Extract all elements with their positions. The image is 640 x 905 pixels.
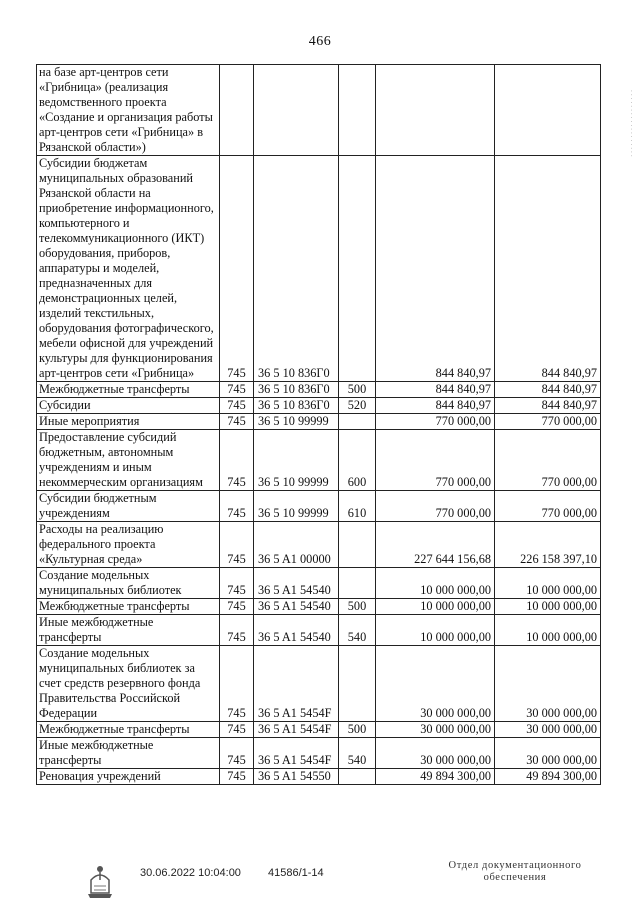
cell-name: Межбюджетные трансферты: [37, 722, 220, 738]
table-row: [37, 398, 601, 414]
cell-sum-2023: 770 000,00: [376, 430, 495, 491]
cell-kcsr: 36 5 A1 54550: [254, 769, 339, 785]
cell-sum-2023: 10 000 000,00: [376, 615, 495, 646]
cell-kcsr: 36 5 A1 5454F: [254, 722, 339, 738]
scan-margin-marks: · · · · · · · · · · · · · · · · · ·: [627, 90, 634, 157]
cell-ved: 745: [220, 491, 254, 522]
cell-sum-2024: 844 840,97: [495, 156, 601, 382]
cell-name: на базе арт-центров сети «Грибница» (реализация ведомственного проекта «Создание и организация работы арт-центров сети «Грибница» в Рязанской области»): [37, 65, 220, 156]
page-number: 466: [308, 34, 332, 49]
cell-sum-2023: 49 894 300,00: [376, 769, 495, 785]
footer-department-line2: обеспечения: [483, 872, 547, 883]
cell-name: Реновация учреждений: [37, 769, 220, 785]
cell-kvr: 500: [339, 599, 376, 615]
cell-kcsr: 36 5 10 99999: [254, 414, 339, 430]
cell-sum-2024: 49 894 300,00: [495, 769, 601, 785]
cell-ved: 745: [220, 599, 254, 615]
cell-sum-2024: 30 000 000,00: [495, 646, 601, 722]
cell-sum-2023: 10 000 000,00: [376, 599, 495, 615]
table-row: [37, 430, 601, 491]
cell-kcsr: 36 5 A1 00000: [254, 522, 339, 568]
cell-kcsr: 36 5 A1 5454F: [254, 646, 339, 722]
cell-kvr: 600: [339, 430, 376, 491]
cell-sum-2023: 770 000,00: [376, 491, 495, 522]
cell-sum-2023: 844 840,97: [376, 156, 495, 382]
cell-name: Иные межбюджетные трансферты: [37, 738, 220, 769]
cell-sum-2024: 30 000 000,00: [495, 738, 601, 769]
cell-kvr: 610: [339, 491, 376, 522]
cell-kcsr: 36 5 A1 5454F: [254, 738, 339, 769]
footer-department-line1: Отдел документационного: [448, 860, 582, 871]
cell-sum-2024: 770 000,00: [495, 414, 601, 430]
cell-name: Иные мероприятия: [37, 414, 220, 430]
budget-table: [36, 64, 601, 785]
table-row: [37, 738, 601, 769]
cell-sum-2023: 844 840,97: [376, 398, 495, 414]
cell-kvr: 500: [339, 722, 376, 738]
table-row: [37, 769, 601, 785]
cell-ved: 745: [220, 398, 254, 414]
cell-ved: 745: [220, 382, 254, 398]
cell-kvr: 520: [339, 398, 376, 414]
cell-sum-2023: 10 000 000,00: [376, 568, 495, 599]
cell-name: Субсидии бюджетам муниципальных образований Рязанской области на приобретение информационного, компьютерного и телекоммуникационного (ИКТ) оборудования, приборов, аппаратуры и моделей, предназначенных для демонстрационных целей, изделий текстильных, оборудования фотографического, мебели офисной для учреждений культуры для функционирования арт-центров сети «Грибница»: [37, 156, 220, 382]
cell-sum-2023: 30 000 000,00: [376, 722, 495, 738]
cell-sum-2024: 30 000 000,00: [495, 722, 601, 738]
cell-name: Субсидии бюджетным учреждениям: [37, 491, 220, 522]
footer-department: [440, 860, 590, 884]
table-row: [37, 722, 601, 738]
cell-kvr: [339, 568, 376, 599]
cell-name: Создание модельных муниципальных библиотек: [37, 568, 220, 599]
cell-sum-2024: [495, 65, 601, 156]
cell-sum-2024: 770 000,00: [495, 430, 601, 491]
cell-ved: 745: [220, 615, 254, 646]
cell-ved: 745: [220, 769, 254, 785]
cell-sum-2023: [376, 65, 495, 156]
cell-ved: 745: [220, 156, 254, 382]
cell-sum-2024: 844 840,97: [495, 398, 601, 414]
cell-sum-2024: 10 000 000,00: [495, 568, 601, 599]
cell-kvr: [339, 522, 376, 568]
table-row: [37, 646, 601, 722]
cell-ved: 745: [220, 646, 254, 722]
cell-kvr: [339, 769, 376, 785]
cell-ved: 745: [220, 722, 254, 738]
cell-kvr: [339, 156, 376, 382]
cell-name: Субсидии: [37, 398, 220, 414]
cell-name: Иные межбюджетные трансферты: [37, 615, 220, 646]
table-row: [37, 599, 601, 615]
footer-document-number: 41586/1-14: [268, 867, 324, 879]
page-footer: [0, 860, 640, 900]
cell-kcsr: 36 5 A1 54540: [254, 615, 339, 646]
cell-sum-2024: 10 000 000,00: [495, 615, 601, 646]
cell-sum-2023: 844 840,97: [376, 382, 495, 398]
cell-kcsr: 36 5 10 836Г0: [254, 398, 339, 414]
cell-kvr: 540: [339, 615, 376, 646]
cell-kcsr: 36 5 10 99999: [254, 430, 339, 491]
table-row: [37, 568, 601, 599]
cell-ved: [220, 65, 254, 156]
cell-ved: 745: [220, 522, 254, 568]
cell-sum-2024: 770 000,00: [495, 491, 601, 522]
table-row: [37, 615, 601, 646]
table-row: [37, 491, 601, 522]
cell-sum-2024: 844 840,97: [495, 382, 601, 398]
cell-kcsr: 36 5 10 99999: [254, 491, 339, 522]
cell-name: Расходы на реализацию федерального проекта «Культурная среда»: [37, 522, 220, 568]
footer-timestamp: 30.06.2022 10:04:00: [140, 867, 241, 879]
cell-sum-2023: 770 000,00: [376, 414, 495, 430]
cell-kcsr: 36 5 10 836Г0: [254, 156, 339, 382]
cell-sum-2023: 30 000 000,00: [376, 646, 495, 722]
table-row: [37, 156, 601, 382]
cell-kcsr: [254, 65, 339, 156]
cell-kvr: 500: [339, 382, 376, 398]
table-row: [37, 414, 601, 430]
cell-sum-2023: 30 000 000,00: [376, 738, 495, 769]
cell-kcsr: 36 5 A1 54540: [254, 599, 339, 615]
cell-name: Создание модельных муниципальных библиотек за счет средств резервного фонда Правительства Российской Федерации: [37, 646, 220, 722]
cell-kcsr: 36 5 A1 54540: [254, 568, 339, 599]
cell-ved: 745: [220, 414, 254, 430]
cell-kvr: [339, 414, 376, 430]
cell-name: Предоставление субсидий бюджетным, автономным учреждениям и иным некоммерческим организациям: [37, 430, 220, 491]
cell-kcsr: 36 5 10 836Г0: [254, 382, 339, 398]
table-row: [37, 65, 601, 156]
cell-sum-2024: 10 000 000,00: [495, 599, 601, 615]
cell-sum-2024: 226 158 397,10: [495, 522, 601, 568]
cell-ved: 745: [220, 430, 254, 491]
table-row: [37, 382, 601, 398]
cell-name: Межбюджетные трансферты: [37, 382, 220, 398]
cell-kvr: [339, 646, 376, 722]
cell-sum-2023: 227 644 156,68: [376, 522, 495, 568]
cell-ved: 745: [220, 568, 254, 599]
table-row: [37, 522, 601, 568]
cell-ved: 745: [220, 738, 254, 769]
cell-kvr: 540: [339, 738, 376, 769]
cell-name: Межбюджетные трансферты: [37, 599, 220, 615]
coat-of-arms-icon: [82, 860, 118, 900]
cell-kvr: [339, 65, 376, 156]
